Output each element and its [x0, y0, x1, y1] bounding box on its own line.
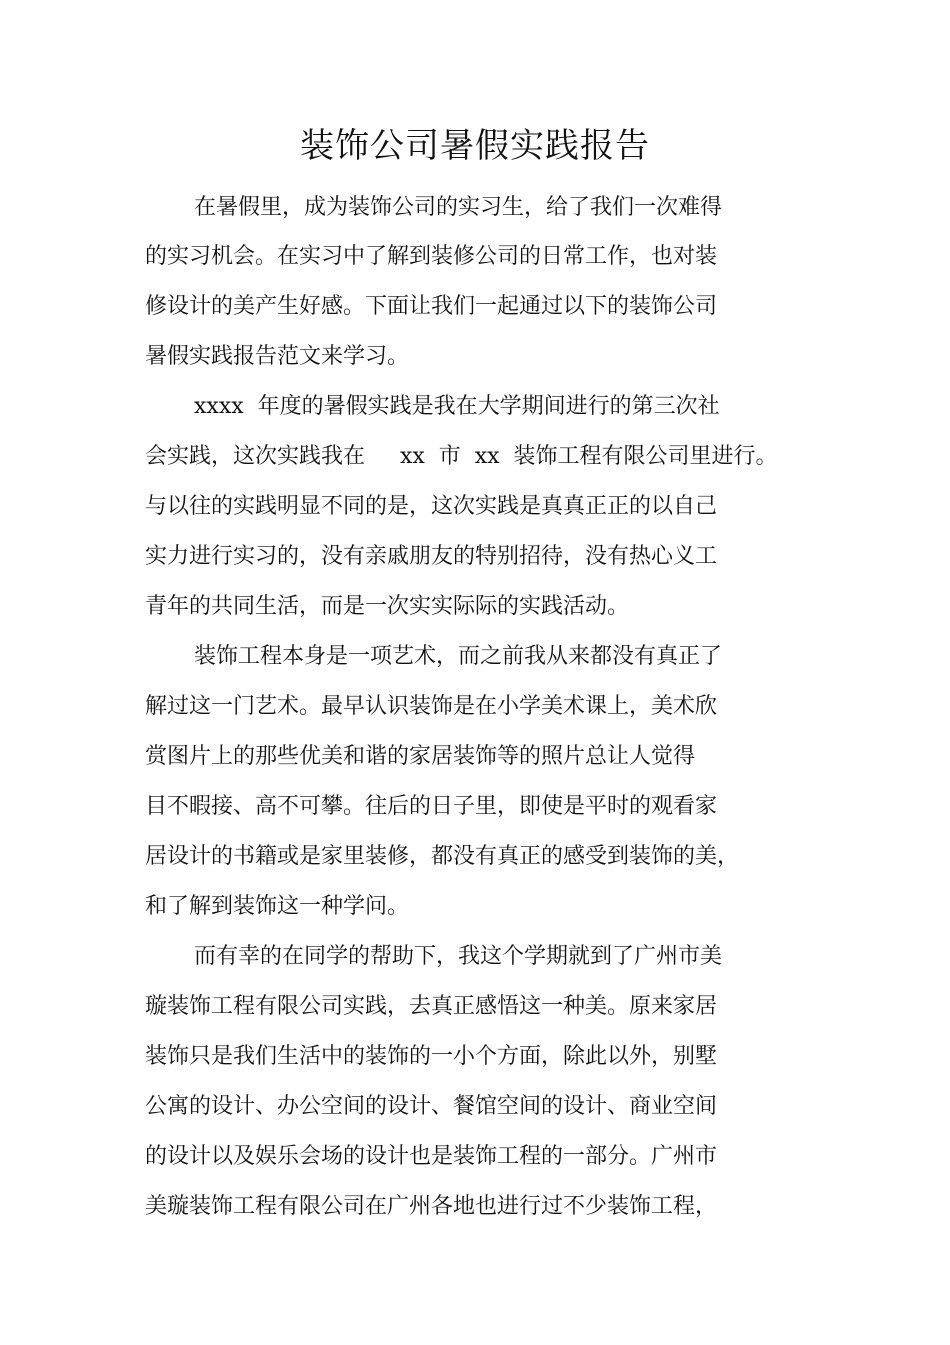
paragraph-line: 实力进行实习的，没有亲戚朋友的特别招待，没有热心义工: [145, 544, 718, 569]
paragraph-line: 修设计的美产生好感。下面让我们一起通过以下的装饰公司: [145, 294, 718, 319]
paragraph-line: 美璇装饰工程有限公司在广州各地也进行过不少装饰工程，: [145, 1194, 718, 1219]
paragraph-line: 居设计的书籍或是家里装修，都没有真正的感受到装饰的美，: [145, 844, 740, 869]
paragraph-line: 而有幸的在同学的帮助下，我这个学期就到了广州市美: [194, 944, 723, 969]
paragraph-line: 璇装饰工程有限公司实践，去真正感悟这一种美。原来家居: [145, 994, 718, 1019]
paragraph-line: 目不暇接、高不可攀。往后的日子里，即使是平时的观看家: [145, 794, 718, 819]
document-title: 装饰公司暑假实践报告: [300, 126, 650, 166]
paragraph-line: 与以往的实践明显不同的是，这次实践是真真正正的以自己: [145, 494, 718, 519]
paragraph-line: 的设计以及娱乐会场的设计也是装饰工程的一部分。广州市: [145, 1144, 718, 1169]
paragraph-line: 会实践，这次实践我在 xx 市 xx 装饰工程有限公司里进行。: [145, 444, 778, 469]
paragraph-line: 装饰只是我们生活中的装饰的一小个方面，除此以外，别墅: [145, 1044, 718, 1069]
paragraph-line: 解过这一门艺术。最早认识装饰是在小学美术课上，美术欣: [145, 694, 718, 719]
paragraph-line: 装饰工程本身是一项艺术，而之前我从来都没有真正了: [194, 644, 723, 669]
paragraph-line: 的实习机会。在实习中了解到装修公司的日常工作，也对装: [145, 244, 718, 269]
paragraph-line: 暑假实践报告范文来学习。: [145, 344, 410, 369]
paragraph-line: 赏图片上的那些优美和谐的家居装饰等的照片总让人觉得: [145, 744, 696, 769]
paragraph-line: 在暑假里，成为装饰公司的实习生，给了我们一次难得: [194, 195, 723, 220]
paragraph-line: 公寓的设计、办公空间的设计、餐馆空间的设计、商业空间: [145, 1094, 718, 1119]
paragraph-line: 青年的共同生活，而是一次实实际际的实践活动。: [145, 594, 630, 619]
paragraph-line: xxxx 年度的暑假实践是我在大学期间进行的第三次社: [194, 394, 720, 419]
paragraph-line: 和了解到装饰这一种学问。: [145, 894, 410, 919]
